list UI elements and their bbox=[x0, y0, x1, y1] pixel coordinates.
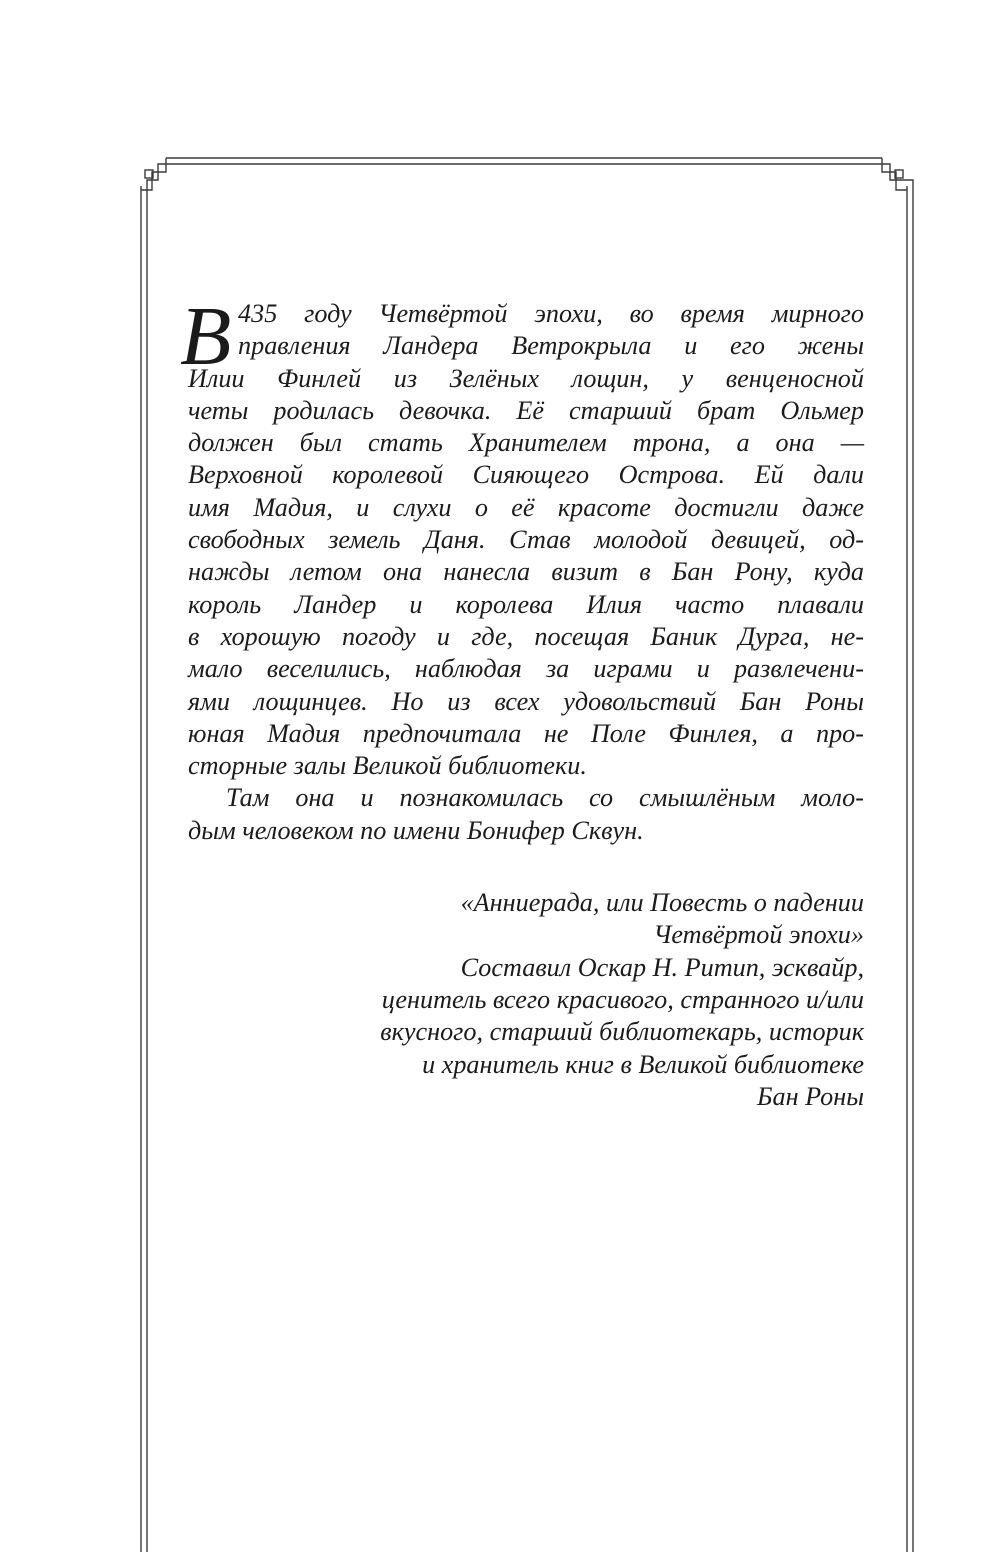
body-line: 435 году Четвёртой эпохи, во время мирного bbox=[238, 299, 864, 328]
body-line: имя Мадия, и слухи о её красоте достигли даже bbox=[188, 492, 864, 522]
body-line: дым человеком по имени Бонифер Сквун. bbox=[188, 815, 644, 845]
body-line: Там она и познакомилась со смышлёным моло- bbox=[226, 783, 864, 813]
body-line: король Ландер и королева Илия часто плавали bbox=[188, 589, 864, 619]
body-line: Илии Финлей из Зелёных лощин, у венценосной bbox=[188, 363, 864, 393]
body-line: мало веселились, наблюдая за играми и развлечени- bbox=[188, 654, 864, 684]
body-line: сторные залы Великой библиотеки. bbox=[188, 751, 587, 781]
body-line: юная Мадия предпочитала не Поле Финлея, а про- bbox=[188, 718, 864, 748]
body-line: Верховной королевой Сияющего Острова. Ей дали bbox=[188, 460, 864, 490]
epigraph-text bbox=[180, 290, 864, 1113]
body-line: ями лощинцев. Но из всех удовольствий Бан Роны bbox=[188, 686, 864, 716]
attribution-line: ценитель всего красивого, странного и/или bbox=[381, 984, 864, 1014]
attribution-line: Составил Оскар Н. Ритип, эсквайр, bbox=[460, 952, 864, 982]
body-line: должен был стать Хранителем трона, а она — bbox=[188, 428, 864, 458]
body-line: правления Ландера Ветрокрыла и его жены bbox=[238, 331, 864, 361]
attribution bbox=[188, 887, 864, 1113]
body-line: нажды летом она нанесла визит в Бан Рону, куда bbox=[188, 557, 864, 587]
attribution-line: «Анниерада, или Повесть о падении bbox=[460, 888, 864, 918]
body-line: четы родилась девочка. Её старший брат Ольмер bbox=[188, 395, 864, 425]
attribution-line: и хранитель книг в Великой библиотеке bbox=[422, 1049, 864, 1079]
attribution-line: Бан Роны bbox=[757, 1081, 864, 1111]
attribution-line: вкусного, старший библиотекарь, историк bbox=[380, 1017, 864, 1047]
drop-cap-letter: В bbox=[180, 290, 232, 383]
attribution-line: Четвёртой эпохи» bbox=[653, 920, 864, 950]
body-line: в хорошую погоду и где, посещая Баник Дурга, не- bbox=[188, 621, 864, 651]
body-line: свободных земель Даня. Став молодой девицей, од- bbox=[188, 525, 864, 555]
